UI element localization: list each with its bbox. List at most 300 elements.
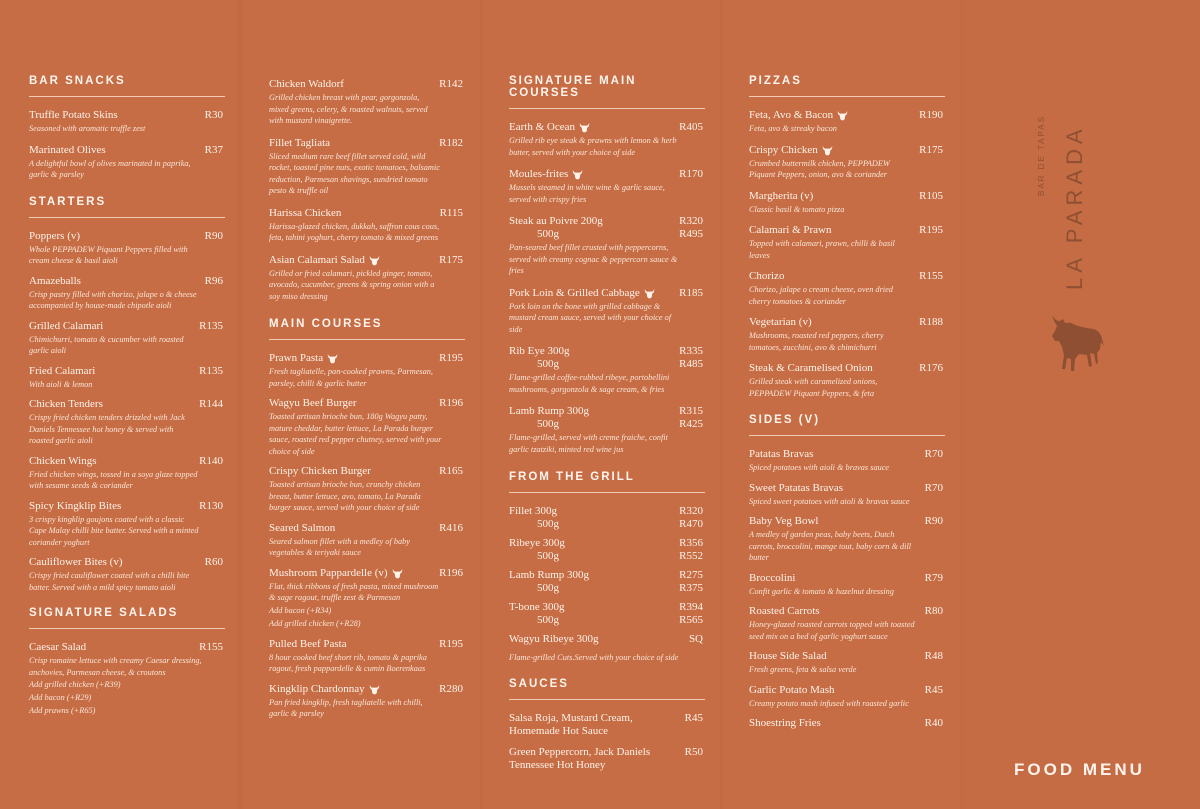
menu-item-name: [749, 144, 833, 157]
menu-item-description: Topped with calamari, prawn, chilli & basil leaves: [749, 239, 895, 260]
menu-item-description: Grilled steak with caramelized onions, PEPPADEW Piquant Peppers, & feta: [749, 377, 878, 398]
signature-bull-icon: [327, 353, 338, 364]
menu-item-house-side-salad: [749, 650, 945, 676]
menu-item-row: [749, 650, 945, 663]
menu-item-name: [509, 287, 655, 300]
menu-item-description: Chimichurri, tomato & cucumber with roasted garlic aioli: [29, 334, 184, 355]
menu-item-description: Flame-grilled, served with creme fraiche, confit garlic tzatziki, minted red wine jus: [509, 433, 668, 454]
menu-item-name: [509, 633, 599, 646]
menu-item-row: [509, 287, 705, 300]
menu-item-description: Spiced potatoes with aioli & bravas sauce: [749, 463, 890, 472]
menu-item-row: [509, 405, 705, 418]
menu-item-price: R405: [679, 121, 703, 133]
menu-item-row: [509, 746, 705, 772]
menu-item-name: [749, 482, 843, 495]
menu-item-name-text: Sweet Patatas Bravas: [749, 481, 844, 494]
menu-item-baby-veg-bowl: [749, 515, 945, 564]
menu-item-crispy-chicken-burger: [269, 465, 465, 514]
grill-note: Flame-grilled Cuts.Served with your choice of side: [509, 653, 679, 662]
menu-item-steak-au-poivre-200g: [509, 215, 705, 277]
menu-item-size-row: [509, 614, 705, 627]
menu-item-name: [749, 109, 848, 122]
brand-name: LA PARADA: [1062, 124, 1087, 290]
menu-item-row: [509, 345, 705, 358]
menu-item-price: R135: [199, 364, 223, 377]
menu-item-name: [509, 746, 659, 772]
menu-item-row: [749, 270, 945, 283]
section-heading-from-the-grill: FROM THE GRILL: [509, 471, 705, 493]
menu-item-name: [269, 78, 344, 91]
menu-item-name-text: Spicy Kingklip Bites: [29, 499, 122, 512]
menu-item-prawn-pasta: [269, 352, 465, 389]
menu-item-price: R394: [679, 601, 703, 613]
menu-item-chorizo: [749, 270, 945, 307]
signature-bull-icon: [822, 145, 833, 156]
menu-item-price: R140: [199, 454, 223, 467]
menu-item-row: [29, 500, 225, 513]
menu-item-name: [749, 605, 820, 618]
menu-item-vegetarian-v: [749, 316, 945, 353]
menu-item-row: [29, 365, 225, 378]
salad-addon: Add grilled chicken (+R39): [29, 680, 121, 689]
menu-item-name-text: Crispy Chicken: [749, 143, 818, 156]
menu-item-description: Seasoned with aromatic truffle zest: [29, 124, 146, 133]
menu-item-size: 500g: [537, 614, 559, 626]
menu-item-row: [509, 168, 705, 181]
menu-item-name: [749, 224, 831, 237]
menu-item-description: Harissa-glazed chicken, dukkah, saffron cous cous, feta, tahini yoghurt, cherry tomato & mixed greens: [269, 221, 440, 242]
menu-item-grilled-calamari: [29, 320, 225, 357]
menu-item-price: R335: [679, 345, 703, 357]
menu-item-name: [749, 717, 821, 730]
menu-item-name-text: Caesar Salad: [29, 641, 87, 653]
menu-item-price: R40: [924, 717, 943, 729]
menu-item-row: [749, 515, 945, 528]
menu-item-name: [29, 109, 118, 122]
menu-item-name-text: Poppers (v): [29, 229, 81, 242]
menu-item-name-text: Kingklip Chardonnay: [269, 682, 365, 695]
menu-item-price: R115: [439, 206, 463, 219]
column-2: [269, 78, 465, 728]
section-heading-sauces: SAUCES: [509, 678, 705, 700]
menu-item-price: R196: [439, 397, 463, 409]
menu-item-broccolini: [749, 572, 945, 598]
menu-item-price: R190: [919, 109, 943, 121]
menu-item-price: R130: [199, 499, 223, 512]
menu-item-row: [749, 144, 945, 157]
menu-item-name: [29, 641, 86, 654]
menu-item-row: [269, 352, 465, 365]
menu-item-addon: Add bacon (+R34): [269, 605, 332, 615]
menu-item-spicy-kingklip-bites: [29, 500, 225, 549]
section-heading-signature-salads: SIGNATURE SALADS: [29, 607, 225, 629]
menu-item-row: [269, 254, 465, 267]
menu-item-name: [269, 567, 403, 580]
menu-item-name-text: Baby Veg Bowl: [749, 515, 819, 527]
menu-item-name: [749, 572, 795, 585]
menu-item-row: [749, 190, 945, 203]
menu-item-row: [749, 448, 945, 461]
signature-bull-icon: [369, 684, 380, 695]
menu-item-size: 500g: [537, 550, 559, 562]
menu-item-description: Flame-grilled coffee-rubbed ribeye, portobellini mushrooms, gorgonzola & sage cream, & fries: [509, 373, 670, 394]
menu-item-row: [749, 109, 945, 122]
menu-item-row: [29, 109, 225, 122]
menu-item-description: Crispy fried cauliflower coated with a chilli bite batter. Served with a mild spicy tomato aioli: [29, 571, 190, 592]
menu-item-description: 3 crispy kingklip goujons coated with a classic Cape Malay chilli bite batter. Served with a minted coriander yoghurt: [29, 514, 199, 547]
menu-item-size-row: [509, 518, 705, 531]
menu-item-fillet-tagliata: [269, 137, 465, 197]
menu-item-row: [509, 633, 705, 646]
menu-item-size-price: R485: [679, 358, 703, 370]
menu-item-row: [29, 398, 225, 411]
menu-item-name-text: Marinated Olives: [29, 143, 106, 156]
menu-item-size-row: [509, 228, 705, 241]
menu-item-earth-ocean: [509, 121, 705, 158]
menu-item-row: [29, 230, 225, 243]
menu-item-name-text: Wagyu Ribeye 300g: [509, 633, 599, 645]
menu-item-name-text: Fillet 300g: [509, 505, 557, 517]
menu-item-patatas-bravas: [749, 448, 945, 474]
menu-item-name: [29, 365, 95, 378]
menu-item-row: [269, 137, 465, 150]
menu-item-row: [749, 605, 945, 618]
menu-item-price: R135: [199, 319, 223, 332]
menu-item-name-text: Wagyu Beef Burger: [269, 397, 357, 409]
menu-item-lamb-rump-300g: [509, 569, 705, 595]
menu-item-row: [509, 537, 705, 550]
menu-item-chicken-wings: [29, 455, 225, 492]
menu-item-size-row: [509, 582, 705, 595]
section-heading-main-courses: MAIN COURSES: [269, 318, 465, 340]
menu-item-name: [269, 683, 380, 696]
menu-item-price: R96: [204, 274, 223, 287]
menu-item-price: R170: [679, 168, 703, 180]
section-heading-starters: STARTERS: [29, 196, 225, 218]
menu-item-description: Seared salmon fillet with a medley of baby vegetables & teriyaki sauce: [269, 536, 410, 557]
bull-icon: [1049, 311, 1105, 382]
menu-item-asian-calamari-salad: [269, 254, 465, 303]
menu-item-name: [509, 121, 590, 134]
menu-item-harissa-chicken: [269, 207, 465, 244]
salad-addon: Add bacon (+R29): [29, 693, 92, 702]
menu-item-price: R80: [924, 605, 943, 617]
menu-item-row: [269, 465, 465, 478]
menu-item-description: Toasted artisan brioche bun, crunchy chicken breast, butter lettuce, avo, tomato, La Parada burger sauce, served with your choice of side: [269, 480, 421, 512]
brand-tagline: BAR DE TAPAS: [1037, 115, 1046, 196]
menu-item-description: Pork loin on the bone with grilled cabbage & mustard cream sauce, served with your choice of side: [509, 301, 672, 334]
menu-item-name: [29, 398, 103, 411]
menu-item-seared-salmon: [269, 522, 465, 559]
menu-item-description: Creamy potato mash infused with roasted garlic: [749, 698, 909, 708]
menu-item-name: [509, 601, 565, 614]
menu-item-caesar-salad: [29, 641, 225, 678]
menu-item-name-text: Harissa Chicken: [269, 206, 342, 219]
menu-item-name: [749, 684, 835, 697]
menu-item-name: [29, 455, 97, 468]
salad-addon: Add prawns (+R65): [29, 706, 96, 715]
menu-item-description: Fresh greens, feta & salsa verde: [749, 665, 857, 674]
menu-item-name: [749, 650, 827, 663]
menu-item-cauliflower-bites-v: [29, 556, 225, 593]
menu-item-green-peppercorn-jack-daniels-tennessee-hot-honey: [509, 746, 705, 772]
signature-bull-icon: [644, 288, 655, 299]
menu-item-name-text: Roasted Carrots: [749, 605, 820, 617]
menu-item-name-text: Green Peppercorn, Jack Daniels Tennessee Hot Honey: [509, 745, 651, 771]
menu-item-name-text: Margherita (v): [749, 189, 814, 202]
section-heading-signature-main-courses: SIGNATURE MAIN COURSES: [509, 75, 705, 109]
menu-item-price: R280: [439, 682, 463, 695]
menu-item-row: [269, 567, 465, 580]
menu-item-name: [29, 230, 80, 243]
menu-item-row: [269, 207, 465, 220]
menu-item-name: [269, 522, 335, 535]
menu-item-amazeballs: [29, 275, 225, 312]
menu-item-wagyu-ribeye-300g: [509, 633, 705, 646]
menu-item-row: [29, 144, 225, 157]
menu-item-name-text: Lamb Rump 300g: [509, 405, 590, 417]
menu-item-row: [29, 641, 225, 654]
menu-item-description: Toasted artisan brioche bun, 180g Wagyu patty, mature cheddar, butter lettuce, La Parada burger sauce, roasted red pepper chutney, served with your choice of side: [269, 412, 442, 456]
menu-item-description: Mussels steamed in white wine & garlic sauce, served with crispy fries: [509, 183, 665, 204]
menu-item-description: Grilled or fried calamari, pickled ginger, tomato, avocado, cucumber, greens & spring onion with a soy miso dressing: [269, 268, 435, 301]
menu-item-name-text: Chicken Waldorf: [269, 78, 344, 90]
menu-item-price: R70: [924, 481, 943, 494]
menu-item-name: [269, 397, 357, 410]
section-heading-sides: SIDES (V): [749, 414, 945, 436]
menu-item-price: R176: [919, 362, 943, 374]
menu-item-shoestring-fries: [749, 717, 945, 730]
menu-item-name-text: Chicken Tenders: [29, 398, 103, 410]
menu-item-name-text: Cauliflower Bites (v): [29, 556, 123, 568]
menu-item-size-price: R425: [679, 418, 703, 430]
brand-vertical-small: [1037, 115, 1046, 196]
menu-item-name-text: Asian Calamari Salad: [269, 253, 365, 266]
column-1: [29, 75, 225, 717]
menu-item-crispy-chicken: [749, 144, 945, 181]
menu-item-name-text: Moules-frites: [509, 168, 569, 180]
menu-item-row: [29, 275, 225, 288]
menu-item-price: R175: [439, 253, 463, 266]
menu-item-price: R45: [924, 683, 943, 696]
menu-item-price: R105: [919, 189, 943, 202]
menu-item-description: Classic basil & tomato pizza: [749, 204, 845, 214]
signature-bull-icon: [572, 169, 583, 180]
menu-item-price: R356: [679, 537, 703, 549]
menu-item-price: R175: [919, 143, 943, 156]
menu-item-name: [29, 556, 122, 569]
menu-item-description: Crispy fried chicken tenders drizzled with Jack Daniels Tennessee hot honey & served with roasted garlic aioli: [29, 413, 185, 445]
menu-item-description: Fried chicken wings, tossed in a soya glaze topped with sesame seeds & coriander: [29, 469, 198, 490]
menu-item-t-bone-300g: [509, 601, 705, 627]
menu-item-row: [269, 638, 465, 651]
menu-item-price: R155: [199, 641, 223, 653]
menu-item-price: R195: [919, 224, 943, 236]
menu-item-name: [509, 569, 589, 582]
menu-item-calamari-prawn: [749, 224, 945, 261]
menu-item-name: [749, 515, 818, 528]
menu-item-row: [269, 78, 465, 91]
menu-item-steak-caramelised-onion: [749, 362, 945, 399]
menu-item-description: Whole PEPPADEW Piquant Peppers filled with cream cheese & basil aioli: [29, 244, 188, 265]
menu-item-name-text: Seared Salmon: [269, 521, 336, 534]
menu-item-price: R142: [439, 78, 463, 90]
menu-item-description: Feta, avo & streaky bacon: [749, 124, 837, 133]
menu-item-name: [509, 168, 583, 181]
menu-item-name: [509, 215, 603, 228]
menu-item-row: [749, 316, 945, 329]
menu-item-roasted-carrots: [749, 605, 945, 642]
menu-item-price: R37: [204, 143, 223, 156]
menu-item-row: [509, 505, 705, 518]
menu-item-rib-eye-300g: [509, 345, 705, 395]
menu-item-kingklip-chardonnay: [269, 683, 465, 720]
menu-item-row: [29, 455, 225, 468]
menu-item-name: [509, 537, 565, 550]
menu-item-name: [749, 316, 812, 329]
menu-item-name-text: Calamari & Prawn: [749, 224, 832, 236]
menu-item-name: [749, 190, 813, 203]
menu-item-description: Sliced medium rare beef fillet served cold, wild rocket, toasted pine nuts, exotic tomatoes, balsamic reduction, Parmesan shavings, sundried tomato pesto & truffle oil: [269, 151, 440, 195]
menu-item-description: 8 hour cooked beef short rib, tomato & paprika ragout, fresh pappardelle & cumin Boerenkaas: [269, 652, 427, 673]
menu-item-name-text: Feta, Avo & Bacon: [749, 109, 834, 121]
menu-item-name-text: Chicken Wings: [29, 454, 97, 467]
menu-item-price: R320: [679, 215, 703, 227]
menu-item-size: 500g: [537, 358, 559, 370]
menu-item-name-text: Pork Loin & Grilled Cabbage: [509, 286, 640, 299]
menu-item-size-price: R375: [679, 582, 703, 594]
menu-item-row: [509, 601, 705, 614]
menu-item-row: [509, 569, 705, 582]
menu-item-size-price: R470: [679, 518, 703, 530]
menu-item-name-text: Grilled Calamari: [29, 319, 104, 332]
menu-item-name-text: Ribeye 300g: [509, 537, 565, 549]
menu-item-price: SQ: [688, 633, 703, 645]
menu-item-name: [749, 362, 873, 375]
menu-item-chicken-waldorf: [269, 78, 465, 127]
menu-item-description: Grilled chicken breast with pear, gorgonzola, mixed greens, celery, & roasted walnuts, served with mustard vinaigrette.: [269, 93, 428, 125]
menu-item-name-text: Earth & Ocean: [509, 121, 575, 133]
menu-item-name-text: Patatas Bravas: [749, 448, 814, 460]
menu-item-moules-frites: [509, 168, 705, 205]
menu-item-row: [749, 224, 945, 237]
menu-item-description: With aioli & lemon: [29, 379, 93, 389]
menu-item-price: R30: [204, 109, 223, 121]
menu-item-description: Grilled rib eye steak & prawns with lemon & herb butter, served with your choice of side: [509, 136, 677, 157]
menu-item-price: R50: [684, 745, 703, 758]
menu-item-fillet-300g: [509, 505, 705, 531]
menu-item-size-row: [509, 550, 705, 563]
menu-item-name-text: Crispy Chicken Burger: [269, 465, 371, 477]
menu-item-name-text: Truffle Potato Skins: [29, 109, 118, 121]
menu-item-price: R188: [919, 316, 943, 328]
menu-item-size-row: [509, 358, 705, 371]
menu-item-name-text: Vegetarian (v): [749, 316, 812, 328]
menu-item-price: R416: [439, 521, 463, 534]
menu-item-name-text: Mushroom Pappardelle (v): [269, 566, 388, 579]
menu-item-size-row: [509, 418, 705, 431]
menu-item-description: A delightful bowl of olives marinated in paprika, garlic & parsley: [29, 158, 191, 179]
menu-item-poppers-v: [29, 230, 225, 267]
menu-item-chicken-tenders: [29, 398, 225, 447]
menu-item-row: [509, 121, 705, 134]
menu-item-description: Flat, thick ribbons of fresh pasta, mixed mushroom & sage ragout, truffle zest & Parmesan: [269, 581, 439, 602]
menu-item-description: Mushrooms, roasted red peppers, cherry tomatoes, zucchini, avo & chimichurri: [749, 331, 884, 352]
menu-item-price: R275: [679, 569, 703, 581]
section-heading-bar-snacks: BAR SNACKS: [29, 75, 225, 97]
menu-item-name-text: Fried Calamari: [29, 364, 96, 377]
menu-item-name-text: Prawn Pasta: [269, 352, 324, 364]
menu-item-description: Fresh tagliatelle, pan-cooked prawns, Parmesan, parsley, chilli & garlic butter: [269, 367, 433, 388]
menu-item-name: [269, 638, 347, 651]
section-heading-pizzas: PIZZAS: [749, 75, 945, 97]
menu-item-size: 500g: [537, 518, 559, 530]
menu-item-description: Pan-seared beef fillet crusted with peppercorns, served with creamy cognac & peppercorn sauce & fries: [509, 243, 678, 275]
signature-bull-icon: [579, 122, 590, 133]
menu-item-name-text: House Side Salad: [749, 650, 827, 662]
menu-item-size-price: R552: [679, 550, 703, 562]
menu-item-name: [509, 345, 570, 358]
menu-item-lamb-rump-300g: [509, 405, 705, 455]
menu-item-size: 500g: [537, 582, 559, 594]
menu-item-name: [509, 505, 557, 518]
menu-item-row: [269, 397, 465, 410]
menu-item-row: [749, 572, 945, 585]
menu-item-name: [29, 500, 121, 513]
menu-item-garlic-potato-mash: [749, 684, 945, 710]
menu-item-price: R185: [679, 286, 703, 299]
menu-item-row: [749, 482, 945, 495]
menu-item-name: [29, 320, 103, 333]
menu-item-row: [269, 522, 465, 535]
menu-item-price: R144: [199, 398, 223, 410]
menu-item-description: Spiced sweet potatoes with aioli & bravas sauce: [749, 496, 910, 506]
menu-item-name: [749, 270, 784, 283]
menu-item-name-text: Broccolini: [749, 571, 796, 584]
menu-item-description: Crumbed buttermilk chicken, PEPPADEW Piquant Peppers, onion, avo & coriander: [749, 158, 890, 179]
menu-item-price: R315: [679, 405, 703, 417]
menu-item-row: [749, 362, 945, 375]
column-4: [749, 75, 945, 738]
menu-item-price: R195: [439, 637, 463, 650]
menu-item-name-text: Lamb Rump 300g: [509, 569, 590, 581]
menu-item-size-price: R565: [679, 614, 703, 626]
menu-item-price: R70: [924, 448, 943, 460]
menu-item-name: [269, 254, 380, 267]
menu-item-row: [749, 717, 945, 730]
menu-item-row: [749, 684, 945, 697]
menu-item-row: [509, 215, 705, 228]
menu-item-name-text: T-bone 300g: [509, 601, 565, 613]
menu-item-name-text: Shoestring Fries: [749, 717, 821, 729]
menu-item-name-text: Chorizo: [749, 270, 785, 282]
menu-item-price: R195: [439, 352, 463, 364]
menu-item-price: R60: [204, 556, 223, 568]
menu-item-name-text: Rib Eye 300g: [509, 345, 570, 357]
menu-item-price: R155: [919, 270, 943, 282]
menu-item-pulled-beef-pasta: [269, 638, 465, 675]
menu-item-size: 500g: [537, 228, 559, 240]
menu-item-name-text: Fillet Tagliata: [269, 136, 331, 149]
menu-item-description: Confit garlic & tomato & hazelnut dressing: [749, 586, 894, 596]
menu-item-sweet-patatas-bravas: [749, 482, 945, 508]
menu-item-description: Chorizo, jalape o cream cheese, oven dried cherry tomatoes & coriander: [749, 285, 893, 306]
menu-item-salsa-roja-mustard-cream-homemade-hot-sauce: [509, 712, 705, 738]
menu-item-name-text: Pulled Beef Pasta: [269, 637, 347, 650]
menu-item-name-text: Salsa Roja, Mustard Cream, Homemade Hot Sauce: [509, 711, 633, 737]
menu-item-name: [29, 275, 81, 288]
menu-item-row: [509, 712, 705, 738]
